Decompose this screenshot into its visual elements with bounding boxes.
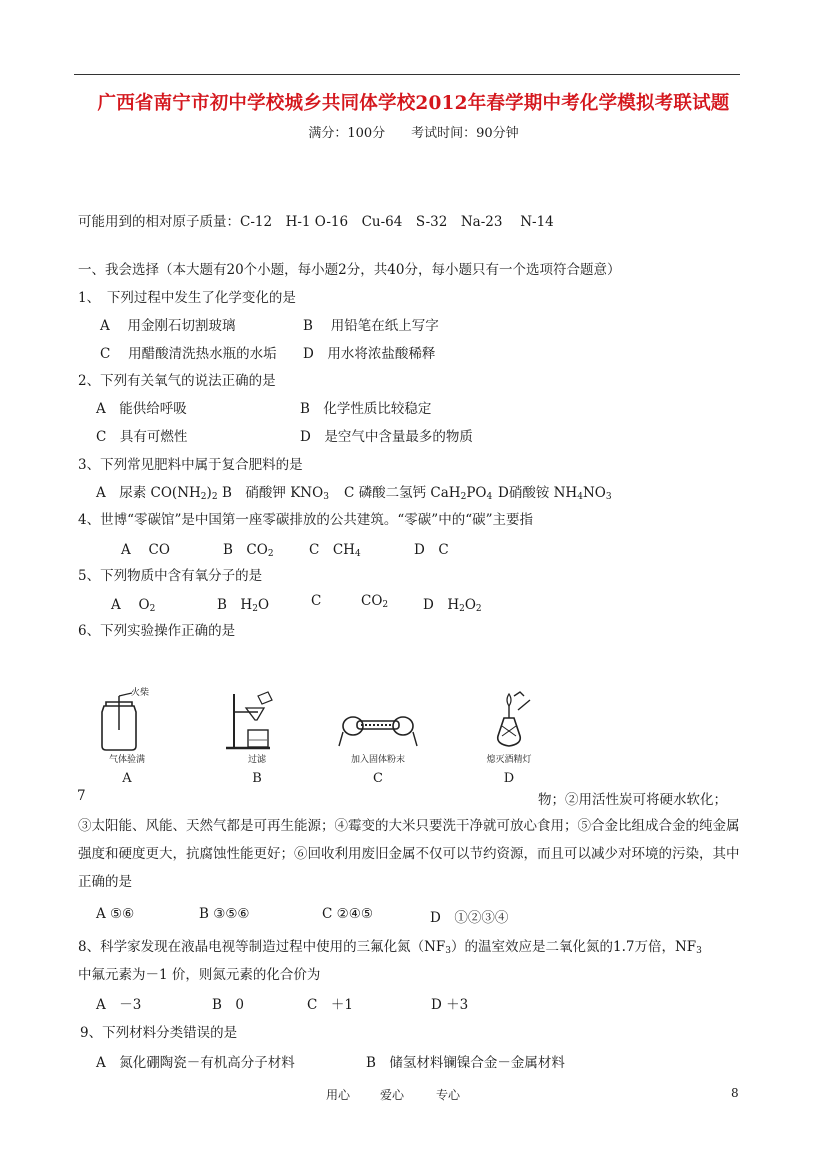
q1-stem: 1、 下列过程中发生了化学变化的是 [78, 290, 296, 306]
q3-option-d: D硝酸铵 NH4NO3 [498, 485, 612, 502]
q5-option-a: A O2 [111, 597, 156, 614]
gas-bottle-illustration [92, 690, 162, 752]
q2-option-a: A 能供给呼吸 [96, 401, 187, 417]
figure-c-letter: C [373, 771, 383, 786]
q2-option-c: C 具有可燃性 [96, 429, 188, 445]
q7-body: ③太阳能、风能、天然气都是可再生能源；④霉变的大米只要洗干净就可放心食用；⑤合金比组成合金的纯金属强度和硬度更大，抗腐蚀性能更好；⑥回收利用废旧金属不仅可以节约资源，而且可以减少对环境的污染，其中正确的是 [78, 818, 740, 890]
q8-stem: 8、科学家发现在液晶电视等制造过程中使用的三氟化氮（NF3）的温室效应是二氧化氮的1.7万倍，NF3 [78, 939, 702, 956]
q5-option-b: B H2O [217, 597, 270, 614]
q7-line1-tail: 物；②用活性炭可将硬水软化； [538, 792, 727, 808]
figure-c-caption: 加入固体粉末 [350, 755, 405, 765]
q4-option-a: A CO [121, 542, 170, 558]
filtration-illustration [222, 690, 282, 752]
figure-d-caption: 熄灭酒精灯 [486, 755, 532, 765]
figure-c [335, 690, 421, 786]
figure-d-letter: D [503, 771, 515, 786]
q7-option-b: B ③⑤⑥ [199, 906, 250, 922]
footer-motto-3: 专心 [436, 1088, 461, 1102]
q7-option-d: D ①②③④ [430, 910, 509, 926]
q1-option-c: C 用醋酸清洗热水瓶的水垢 [100, 346, 277, 362]
q2-option-d: D 是空气中含量最多的物质 [300, 429, 473, 445]
header-rule [74, 74, 740, 75]
q7-option-a: A ⑤⑥ [96, 906, 135, 922]
figure-b-caption: 过滤 [247, 755, 266, 765]
exam-info: 满分：100分 考试时间：90分钟 [308, 126, 519, 141]
q9-stem: 9、下列材料分类错误的是 [80, 1025, 238, 1041]
page-title: 广西省南宁市初中学校城乡共同体学校2012年春学期中考化学模拟考联试题 [97, 93, 730, 114]
q9-option-b: B 储氢材料镧镍合金－金属材料 [366, 1055, 565, 1071]
q4-option-c: C CH4 [309, 542, 361, 559]
atomic-masses: 可能用到的相对原子质量：C-12 H-1 O-16 Cu-64 S-32 Na-23 N-14 [78, 214, 554, 230]
figure-a-caption: 气体验满 [108, 755, 145, 765]
q8-option-b: B 0 [212, 997, 245, 1013]
q5-option-c: C [311, 593, 322, 609]
q1-option-d: D 用水将浓盐酸稀释 [303, 346, 436, 362]
q6-stem: 6、下列实验操作正确的是 [78, 623, 236, 639]
figure-d [474, 690, 544, 786]
page-number: 8 [731, 1086, 739, 1100]
q2-option-b: B 化学性质比较稳定 [300, 401, 432, 417]
figure-a-letter: A [122, 771, 132, 786]
section-heading: 一、我会选择（本大题有20个小题，每小题2分，共40分，每小题只有一个选项符合题意） [78, 262, 621, 278]
q3-option-b: B 硝酸钾 KNO3 [222, 485, 329, 502]
q4-option-b: B CO2 [223, 542, 274, 559]
q8-option-c: C ＋1 [307, 997, 353, 1013]
q2-stem: 2、下列有关氧气的说法正确的是 [78, 373, 276, 389]
q5-stem: 5、下列物质中含有氧分子的是 [78, 568, 263, 584]
q4-stem: 4、世博“零碳馆”是中国第一座零碳排放的公共建筑。“零碳”中的“碳”主要指 [78, 512, 533, 528]
q3-option-a: A 尿素 CO(NH2)2 [96, 485, 218, 502]
q1-option-b: B 用铅笔在纸上写字 [303, 318, 439, 334]
alcohol-lamp-illustration [474, 690, 544, 752]
footer-motto-1: 用心 [326, 1088, 351, 1102]
figure-b-letter: B [252, 771, 262, 786]
q3-stem: 3、下列常见肥料中属于复合肥料的是 [78, 457, 303, 473]
q9-option-a: A 氮化硼陶瓷－有机高分子材料 [96, 1055, 295, 1071]
figure-a [92, 690, 162, 786]
footer-motto-2: 爱心 [380, 1088, 405, 1102]
q7-option-c: C ②④⑤ [322, 906, 373, 922]
q8-option-d: D ＋3 [431, 997, 469, 1013]
q8-stem-line2: 中氟元素为－1 价，则氮元素的化合价为 [78, 967, 321, 983]
q5-option-c-formula: CO2 [361, 593, 389, 610]
q8-option-a: A －3 [96, 997, 142, 1013]
q7-number: 7 [77, 788, 86, 804]
q5-option-d: D H2O2 [423, 597, 482, 614]
powder-illustration [335, 690, 421, 752]
q4-option-d: D C [414, 542, 449, 558]
match-label: 火柴 [131, 688, 150, 698]
figure-b [222, 690, 292, 786]
q1-option-a: A 用金刚石切割玻璃 [100, 318, 236, 334]
q3-option-c: C 磷酸二氢钙 CaH2PO4 [344, 485, 493, 502]
